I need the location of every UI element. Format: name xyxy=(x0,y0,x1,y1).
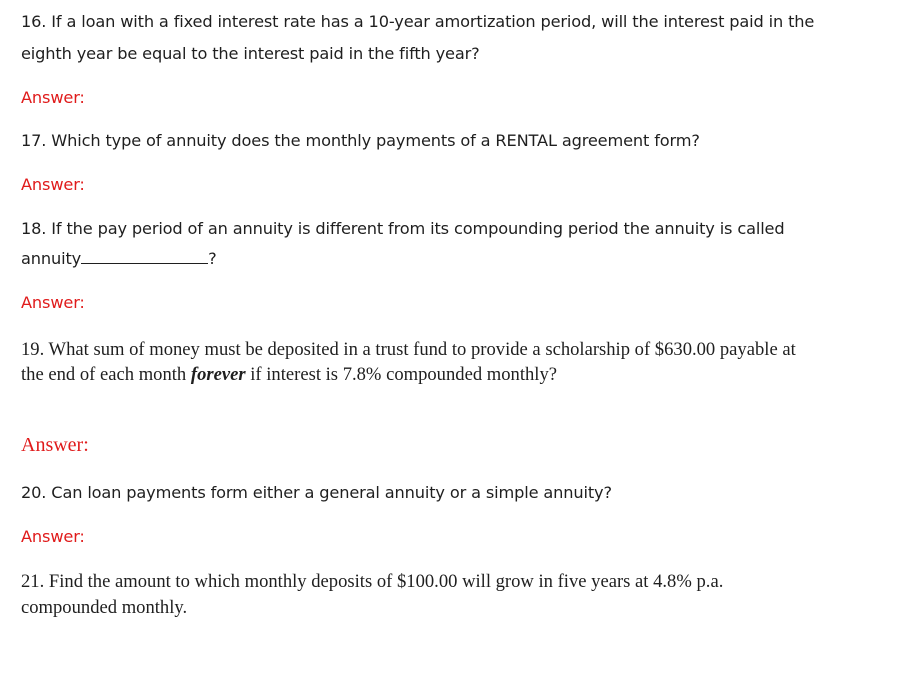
question-18-question-mark: ? xyxy=(208,249,217,268)
question-18-line-2 xyxy=(21,249,217,268)
question-17-answer-label: Answer: xyxy=(21,175,85,194)
question-21-line-2: compounded monthly. xyxy=(21,597,188,618)
question-16-line-1: 16. If a loan with a fixed interest rate has a 10-year amortization period, will the interest paid in the xyxy=(21,12,815,31)
question-18-answer-label: Answer: xyxy=(21,293,85,312)
question-19-line-2 xyxy=(21,364,557,386)
question-17-line-1: 17. Which type of annuity does the monthly payments of a RENTAL agreement form? xyxy=(21,131,700,150)
question-19-line-1: 19. What sum of money must be deposited in a trust fund to provide a scholarship of $630.00 payable at xyxy=(21,339,796,360)
question-18-line-1: 18. If the pay period of an annuity is different from its compounding period the annuity is called xyxy=(21,219,785,238)
question-16-line-2: eighth year be equal to the interest paid in the fifth year? xyxy=(21,44,480,63)
question-20-answer-label: Answer: xyxy=(21,527,85,546)
fill-in-blank xyxy=(81,249,208,264)
question-20-line-1: 20. Can loan payments form either a general annuity or a simple annuity? xyxy=(21,483,612,502)
question-16-answer-label: Answer: xyxy=(21,88,85,107)
question-19-line-2-suffix: if interest is 7.8% compounded monthly? xyxy=(245,364,558,385)
question-18-annuity-word: annuity xyxy=(21,249,82,268)
question-19-line-2-prefix: the end of each month xyxy=(21,364,191,385)
question-21-line-1: 21. Find the amount to which monthly deposits of $100.00 will grow in five years at 4.8% p.a. xyxy=(21,571,724,592)
question-19-answer-label: Answer: xyxy=(21,434,89,456)
question-19-emphasis-forever: forever xyxy=(190,364,246,385)
